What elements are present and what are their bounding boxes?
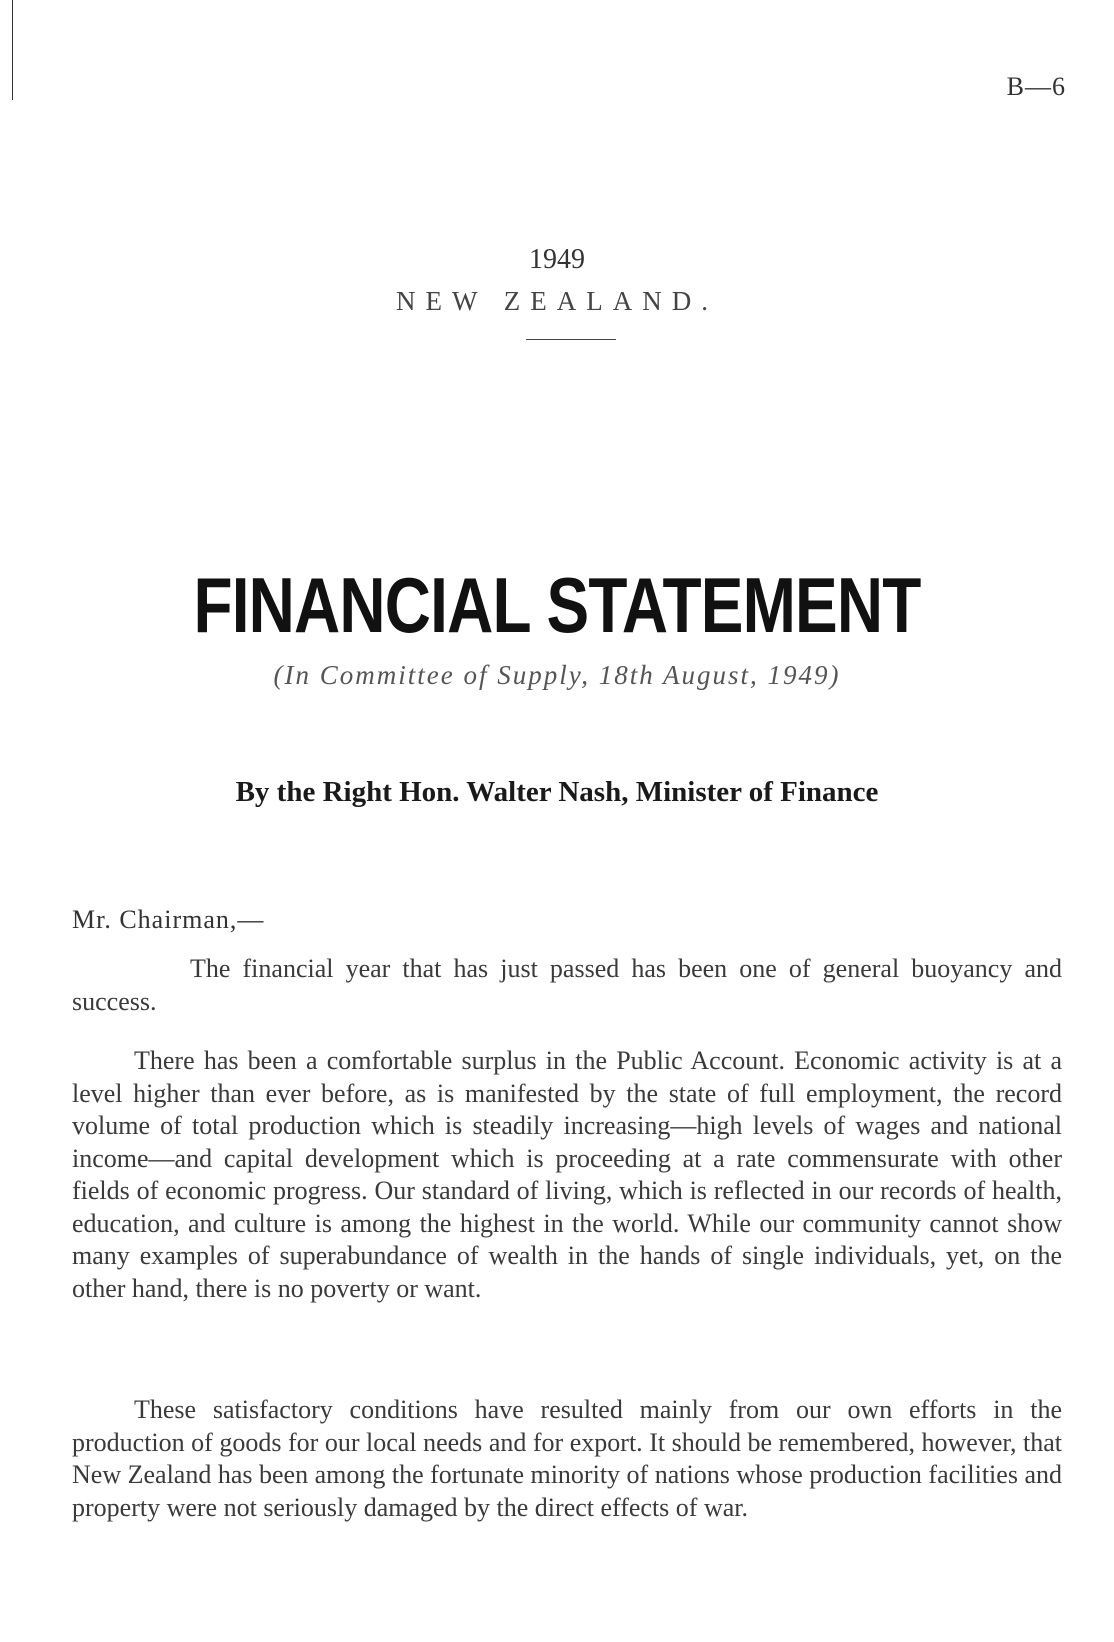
author-byline: By the Right Hon. Walter Nash, Minister of Finance: [235, 776, 879, 808]
paragraph-1: The financial year that has just passed has been one of general buoyancy and success.: [72, 954, 1062, 1016]
page-title: FINANCIAL STATEMENT: [193, 561, 921, 649]
subtitle: (In Committee of Supply, 18th August, 1949): [273, 660, 841, 690]
paragraph-3: These satisfactory conditions have resulted mainly from our own efforts in the production of goods for our local needs and for export. It should be remembered, however, that New Zealand has been among the fortunate minority of nations whose production facilities and property were not seriously damaged by the direct effects of war.: [72, 1395, 1062, 1522]
binding-edge-line: [12, 0, 13, 100]
salutation: Mr. Chairman,—: [72, 905, 265, 934]
heading-divider: [526, 339, 616, 340]
paragraph-2: There has been a comfortable surplus in the Public Account. Economic activity is at a level higher than ever before, as is manifested by the state of full employment, the record volume of total production which is steadily increasing—high levels of wages and national income—and capital development which is proceeding at a rate commensurate with other fields of economic progress. Our standard of living, which is reflected in our records of health, education, and culture is among the highest in the world. While our community cannot show many examples of superabundance of wealth in the hands of single individuals, yet, on the other hand, there is no poverty or want.: [72, 1046, 1062, 1303]
country-heading: NEW ZEALAND.: [396, 286, 718, 316]
page-number: B—6: [1006, 72, 1066, 101]
document-year: 1949: [529, 244, 585, 275]
